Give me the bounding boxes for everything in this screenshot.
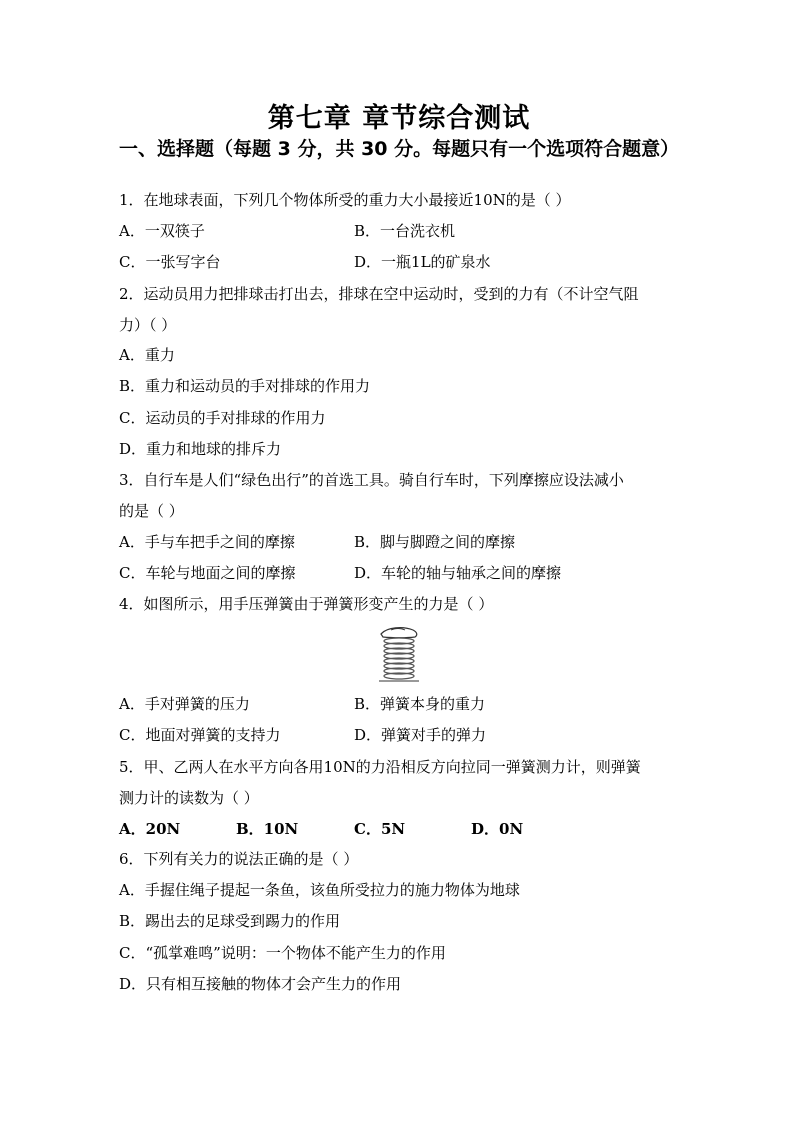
q1-option-b: B．一台洗衣机 — [354, 222, 456, 240]
q4-option-b: B．弹簧本身的重力 — [354, 695, 486, 713]
q5-option-c: C．5N — [354, 820, 406, 838]
question-5-stem-line1: 5．甲、乙两人在水平方向各用10N的力沿相反方向拉同一弹簧测力计，则弹簧 — [119, 758, 641, 776]
q6-option-c: C．“孤掌难鸣”说明：一个物体不能产生力的作用 — [119, 944, 446, 962]
q2-option-a: A．重力 — [119, 346, 175, 364]
q5-option-b: B．10N — [236, 820, 299, 838]
q5-option-d: D．0N — [471, 820, 524, 838]
q5-option-a: A．20N — [119, 820, 181, 838]
q2-option-c: C．运动员的手对排球的作用力 — [119, 409, 326, 427]
question-3-stem-line2: 的是（ ） — [119, 502, 184, 520]
question-5-stem-line2: 测力计的读数为（ ） — [119, 789, 259, 807]
question-1-stem: 1．在地球表面，下列几个物体所受的重力大小最接近10N的是（ ） — [119, 191, 571, 209]
q3-option-a: A．手与车把手之间的摩擦 — [119, 533, 295, 551]
q6-option-d: D．只有相互接触的物体才会产生力的作用 — [119, 975, 402, 993]
q6-option-b: B．踢出去的足球受到踢力的作用 — [119, 912, 341, 930]
q2-option-d: D．重力和地球的排斥力 — [119, 440, 282, 458]
q3-option-b: B．脚与脚蹬之间的摩擦 — [354, 533, 516, 551]
spring-figure — [371, 624, 427, 686]
q3-option-c: C．车轮与地面之间的摩擦 — [119, 564, 296, 582]
question-2-stem-line1: 2．运动员用力把排球击打出去，排球在空中运动时，受到的力有（不计空气阻 — [119, 285, 639, 303]
q1-option-c: C．一张写字台 — [119, 253, 221, 271]
q4-option-c: C．地面对弹簧的支持力 — [119, 726, 281, 744]
q4-option-d: D．弹簧对手的弹力 — [354, 726, 487, 744]
q1-option-a: A．一双筷子 — [119, 222, 205, 240]
question-3-stem-line1: 3．自行车是人们“绿色出行”的首选工具。骑自行车时，下列摩擦应设法减小 — [119, 471, 624, 489]
question-4-stem: 4．如图所示，用手压弹簧由于弹簧形变产生的力是（ ） — [119, 595, 494, 613]
section-heading: 一、选择题（每题 3 分，共 30 分。每题只有一个选项符合题意） — [119, 138, 680, 160]
question-2-stem-line2: 力）（ ） — [119, 316, 177, 334]
q4-option-a: A．手对弹簧的压力 — [119, 695, 250, 713]
question-6-stem: 6．下列有关力的说法正确的是（ ） — [119, 850, 359, 868]
page-title: 第七章 章节综合测试 — [267, 103, 531, 134]
q3-option-d: D．车轮的轴与轴承之间的摩擦 — [354, 564, 562, 582]
q6-option-a: A．手握住绳子提起一条鱼，该鱼所受拉力的施力物体为地球 — [119, 881, 520, 899]
q2-option-b: B．重力和运动员的手对排球的作用力 — [119, 377, 371, 395]
q1-option-d: D．一瓶1L的矿泉水 — [354, 253, 491, 271]
